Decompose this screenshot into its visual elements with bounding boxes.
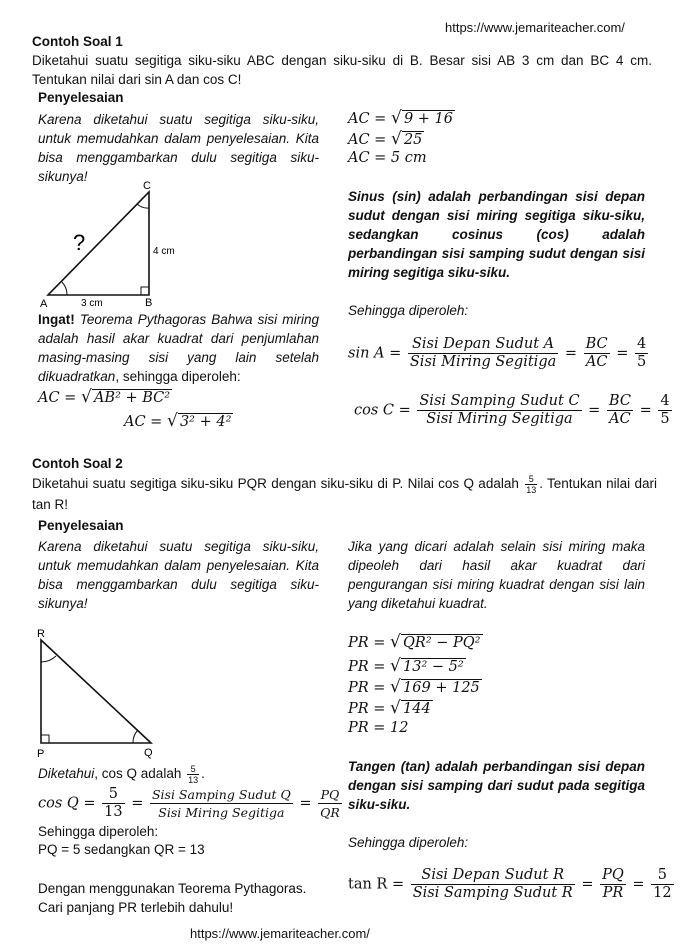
- soal2-jika: Jika yang dicari adalah selain sisi miring maka dipeoleh dari hasil akar kuadrat dari pengurangan sisi miring kuadrat dengan sisi lain yang diketahui kuadrat.: [348, 539, 645, 611]
- right-angle-p-mark: [41, 735, 49, 743]
- soal2-question: Diketahui suatu segitiga siku-siku PQR dengan siku-siku di P. Nilai cos Q adalah $\frac{5}{13}$ . Tentukan nilai dari tan R!: [32, 474, 657, 512]
- right-angle-b-mark: [141, 287, 149, 295]
- label-a: A: [40, 298, 48, 310]
- triangle-pqr-shape: [41, 640, 151, 743]
- angle-q-arc: [133, 730, 138, 743]
- soal2-diketahui: Diketahui, cos Q adalah $\frac{5}{13}$ .: [38, 764, 205, 785]
- eq-cos-q: cos Q = $\frac{5}{13}$ = $\frac{\text{Sisi Samping Sudut Q}}{\text{Sisi Miring Segitiga}}$ = $\frac{PQ}{QR}$: [38, 786, 340, 820]
- sinus-definition: Sinus (sin) adalah perbandingan sisi depan sudut dengan sisi miring segitiga siku-siku, sedangkan cosinus (cos) adalah perbandingan sisi samping sudut dengan sisi miring segitiga siku-siku.: [348, 189, 645, 280]
- eq-pr-result: PR = 12: [348, 720, 409, 736]
- triangle-pqr: [34, 626, 164, 760]
- soal1-ingat: [38, 310, 319, 386]
- eq-cos-c: cos C = $\frac{\text{Sisi Samping Sudut C}}{\text{Sisi Miring Segitiga}}$ = $\frac{BC}{AC}$ = $\frac{4}{5}$: [354, 393, 670, 427]
- eq-pr-formula: PR = √ QR² − PQ²: [348, 634, 483, 651]
- eq-ac-root: AC = √ 25: [348, 131, 424, 148]
- label-r: R: [37, 628, 45, 640]
- ingat-tail: , sehingga diperoleh:: [115, 369, 241, 384]
- label-ab-length: 3 cm: [81, 298, 103, 309]
- eq-pr-root: PR = √ 144: [348, 700, 433, 717]
- soal2-sehingga2: Sehingga diperoleh:: [348, 835, 469, 850]
- angle-c-arc: [137, 204, 149, 208]
- soal2-sehingga: Sehingga diperoleh:: [38, 824, 159, 839]
- angle-r-arc: [41, 656, 56, 662]
- soal1-penyelesaian: Penyelesaian: [38, 90, 124, 105]
- angle-a-arc: [62, 282, 67, 295]
- eq-ac-sum: AC = √ 9 + 16: [348, 110, 455, 127]
- footer-url[interactable]: https://www.jemariteacher.com/: [190, 926, 370, 941]
- soal2-pyth-line: Dengan menggunakan Teorema Pythagoras. Cari panjang PR terlebih dahulu!: [38, 881, 307, 915]
- label-b: B: [145, 297, 153, 309]
- eq-sin-a: sin A = $\frac{\text{Sisi Depan Sudut A}}{\text{Sisi Miring Segitiga}}$ = $\frac{BC}{AC}$ = $\frac{4}{5}$: [348, 336, 647, 370]
- label-unknown-ac: ?: [73, 230, 86, 255]
- label-p: P: [37, 748, 45, 760]
- soal2-pq-line: PQ = 5 sedangkan QR = 13: [38, 842, 205, 857]
- eq-ac-result: AC = 5 cm: [348, 150, 427, 166]
- header-url[interactable]: https://www.jemariteacher.com/: [445, 20, 625, 35]
- soal2-title: Contoh Soal 2: [32, 456, 123, 471]
- eq-tan-r: tan R = $\frac{\text{Sisi Depan Sudut R}}{\text{Sisi Samping Sudut R}}$ = $\frac{PQ}{PR}$ = $\frac{5}{12}$: [348, 867, 672, 901]
- label-bc-length: 4 cm: [153, 246, 175, 257]
- eq-pr-values: PR = √ 13² − 5²: [348, 658, 466, 675]
- soal2-intro: Karena diketahui suatu segitiga siku-siku, untuk memudahkan dalam penyelesaian. Kita bisa menggambarkan dulu segitiga siku-sikunya!: [38, 539, 319, 611]
- soal1-question: Diketahui suatu segitiga siku-siku ABC dengan siku-siku di B. Besar sisi AB 3 cm dan BC 4 cm. Tentukan nilai dari sin A dan cos C!: [32, 53, 652, 87]
- label-q: Q: [144, 747, 153, 759]
- ingat-italic: Teorema Pythagoras Bahwa sisi miring adalah hasil akar kuadrat dari penjumlahan masing-masing sisi yang lain setelah dikuadratkan: [38, 312, 319, 384]
- label-c: C: [143, 180, 151, 192]
- eq-ac-formula: AC = √ AB² + BC²: [38, 389, 172, 406]
- soal1-title: Contoh Soal 1: [32, 34, 123, 49]
- eq-pr-sum: PR = √ 169 + 125: [348, 679, 482, 696]
- soal2-penyelesaian: Penyelesaian: [38, 518, 124, 533]
- tangen-definition: Tangen (tan) adalah perbandingan sisi depan dengan sisi samping dari sudut pada segitiga siku-siku.: [348, 759, 645, 812]
- ingat-bold: Ingat!: [38, 312, 75, 327]
- eq-ac-values: AC = √ 3² + 4²: [124, 413, 233, 430]
- soal1-sehingga: Sehingga diperoleh:: [348, 303, 469, 318]
- triangle-abc: [36, 178, 186, 312]
- soal1-intro: Karena diketahui suatu segitiga siku-siku, untuk memudahkan dalam penyelesaian. Kita bisa menggambarkan dulu segitiga siku-sikunya!: [38, 112, 319, 184]
- triangle-abc-shape: [48, 192, 149, 295]
